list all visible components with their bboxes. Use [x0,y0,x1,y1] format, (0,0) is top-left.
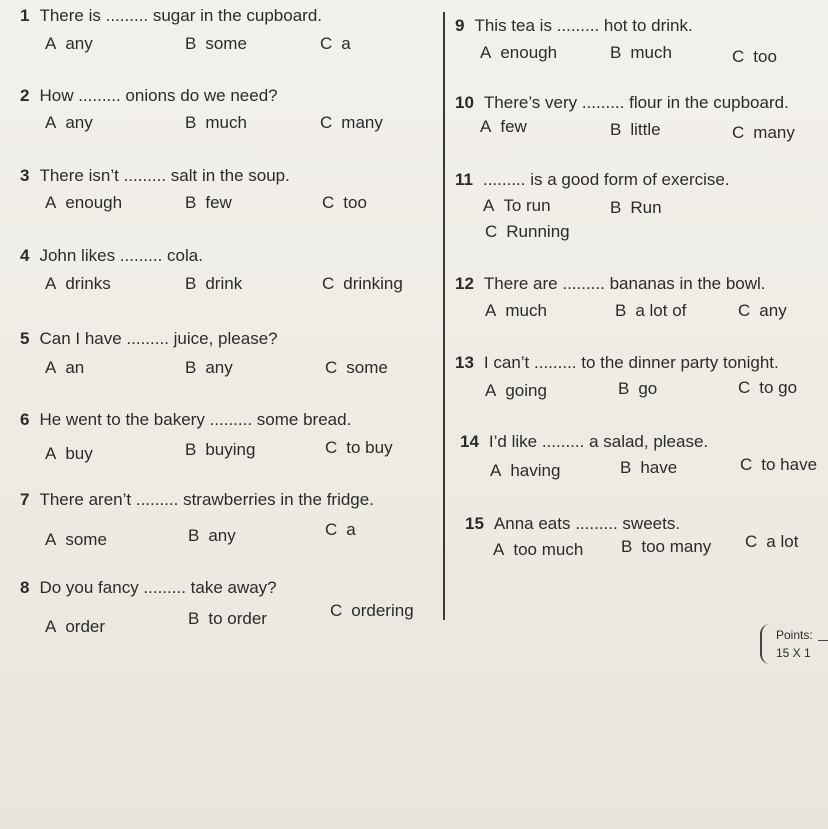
question-text: There’s very ......... flour in the cupboard. [483,93,789,112]
option-text: many [341,113,383,132]
option-text: drink [205,274,243,293]
option-text: a lot of [635,301,687,320]
option-letter: C [325,520,338,539]
question-text: This tea is ......... hot to drink. [474,16,693,35]
option-letter: C [325,358,338,377]
option-letter: B [185,34,197,53]
question-2-option-c[interactable] [320,113,383,133]
option-letter: C [325,438,338,457]
option-letter: A [490,461,502,480]
option-letter: C [740,455,753,474]
question-10-option-a[interactable] [480,117,527,137]
option-text: any [208,526,236,545]
option-text: to buy [346,438,393,457]
option-letter: B [610,120,622,139]
question-9-option-a[interactable] [480,43,557,63]
option-text: too [753,47,777,66]
option-text: little [630,120,661,139]
question-10-stem [455,93,789,113]
option-letter: C [330,601,343,620]
option-letter: C [320,34,333,53]
option-letter: A [485,381,497,400]
option-letter: B [185,193,197,212]
question-text: There is ......... sugar in the cupboard. [39,6,323,25]
option-text: buying [205,440,256,459]
question-7-option-c[interactable] [325,520,356,540]
question-9-stem [455,16,693,36]
option-letter: B [185,358,197,377]
option-letter: A [480,43,492,62]
option-text: drinking [343,274,403,293]
column-divider [443,12,445,620]
option-text: too many [641,537,712,556]
option-letter: A [45,113,57,132]
option-letter: A [45,530,57,549]
question-10-option-b[interactable] [610,120,661,140]
question-text: Do you fancy ......... take away? [39,578,277,597]
option-text: drinks [65,274,111,293]
option-letter: A [480,117,492,136]
option-letter: B [621,537,633,556]
question-7-option-a[interactable] [45,530,107,550]
question-5-option-b[interactable] [185,358,233,378]
option-letter: A [45,617,57,636]
question-15-option-c[interactable] [745,532,798,552]
question-10-option-c[interactable] [732,123,795,143]
question-15-stem [465,514,680,534]
option-text: have [640,458,678,477]
option-text: some [65,530,107,549]
option-letter: C [322,274,335,293]
option-text: any [65,34,93,53]
question-number: 14 [460,432,479,451]
question-text: ......... is a good form of exercise. [482,170,730,189]
option-letter: A [493,540,505,559]
question-4-option-b[interactable] [185,274,242,294]
question-1-stem [20,6,322,26]
option-text: few [500,117,527,136]
question-5-option-a[interactable] [45,358,84,378]
option-text: too [343,193,367,212]
question-6-option-b[interactable] [185,440,255,460]
option-text: much [630,43,672,62]
option-text: order [65,617,106,636]
question-13-option-b[interactable] [618,379,657,399]
option-text: some [346,358,388,377]
option-text: enough [500,43,558,62]
option-letter: A [45,274,57,293]
option-text: having [510,461,561,480]
question-12-option-a[interactable] [485,301,547,321]
question-13-option-c[interactable] [738,378,797,398]
option-letter: C [320,113,333,132]
option-letter: B [185,113,197,132]
question-7-stem [20,490,374,510]
option-text: an [65,358,85,377]
option-text: enough [65,193,123,212]
question-text: There isn’t ......... salt in the soup. [39,166,290,185]
question-number: 6 [20,410,30,429]
option-letter: A [483,196,495,215]
question-5-stem [20,329,278,349]
option-text: too much [513,540,584,559]
question-number: 15 [465,514,484,533]
question-text: Can I have ......... juice, please? [39,329,278,348]
question-9-option-c[interactable] [732,47,777,67]
question-number: 11 [455,170,473,189]
question-8-stem [20,578,277,598]
question-8-option-a[interactable] [45,617,105,637]
option-letter: A [45,34,57,53]
option-letter: C [485,222,498,241]
question-4-option-a[interactable] [45,274,111,294]
question-text: John likes ......... cola. [39,246,203,265]
question-1-option-a[interactable] [45,34,93,54]
question-13-stem [455,353,779,373]
option-text: much [505,301,547,320]
option-letter: C [732,47,745,66]
option-letter: C [322,193,335,212]
option-text: to go [759,378,798,397]
option-letter: C [745,532,758,551]
question-14-option-b[interactable] [620,458,677,478]
question-6-option-c[interactable] [325,438,393,458]
question-6-stem [20,410,351,430]
question-11-option-b[interactable] [610,198,662,218]
question-4-stem [20,246,203,266]
question-15-option-a[interactable] [493,540,583,560]
option-letter: A [45,444,57,463]
option-text: to order [208,609,267,628]
option-text: Run [630,198,662,217]
question-3-stem [20,166,290,186]
question-14-option-a[interactable] [490,461,560,481]
option-text: a lot [766,532,799,551]
option-letter: C [732,123,745,142]
points-value: 15 X 1 [776,646,811,660]
question-number: 12 [455,274,474,293]
question-number: 2 [20,86,30,105]
question-text: How ......... onions do we need? [39,86,278,105]
question-text: There aren’t ......... strawberries in the fridge. [39,490,374,509]
option-text: going [505,381,547,400]
question-13-option-a[interactable] [485,381,547,401]
option-letter: B [185,440,197,459]
question-1-option-c[interactable] [320,34,351,54]
question-text: There are ......... bananas in the bowl. [483,274,766,293]
question-number: 10 [455,93,474,112]
question-number: 3 [20,166,30,185]
question-12-stem [455,274,766,294]
question-7-option-b[interactable] [188,526,236,546]
question-number: 5 [20,329,30,348]
option-letter: C [738,301,751,320]
question-2-stem [20,86,278,106]
option-letter: B [610,198,622,217]
question-1-option-b[interactable] [185,34,247,54]
option-text: a [346,520,356,539]
option-letter: B [188,609,200,628]
question-14-stem [460,432,708,452]
question-text: I can’t ......... to the dinner party tonight. [483,353,779,372]
question-2-option-b[interactable] [185,113,247,133]
option-text: much [205,113,247,132]
question-15-option-b[interactable] [621,537,711,557]
option-letter: B [185,274,197,293]
option-text: any [205,358,233,377]
question-8-option-c[interactable] [330,601,414,621]
question-number: 9 [455,16,465,35]
option-letter: B [188,526,200,545]
question-8-option-b[interactable] [188,609,267,629]
option-letter: C [738,378,751,397]
question-5-option-c[interactable] [325,358,388,378]
question-11-option-a[interactable] [483,196,551,216]
option-text: few [205,193,232,212]
points-blank-line [818,640,828,641]
option-letter: B [620,458,632,477]
question-2-option-a[interactable] [45,113,93,133]
option-letter: A [45,358,57,377]
question-3-option-b[interactable] [185,193,232,213]
option-text: Running [506,222,570,241]
option-letter: B [618,379,630,398]
option-text: To run [503,196,551,215]
option-text: some [205,34,247,53]
option-text: go [638,379,658,398]
option-text: ordering [351,601,414,620]
question-number: 13 [455,353,474,372]
points-label: Points: [776,628,813,642]
option-text: buy [65,444,93,463]
question-4-option-c[interactable] [322,274,403,294]
question-text: I’d like ......... a salad, please. [488,432,709,451]
question-11-option-c[interactable] [485,222,570,242]
question-number: 4 [20,246,30,265]
option-text: any [65,113,93,132]
question-number: 8 [20,578,30,597]
question-12-option-c[interactable] [738,301,787,321]
option-letter: B [610,43,622,62]
question-number: 1 [20,6,30,25]
question-14-option-c[interactable] [740,455,817,475]
option-text: a [341,34,351,53]
question-text: Anna eats ......... sweets. [493,514,681,533]
question-text: He went to the bakery ......... some bread. [39,410,352,429]
question-number: 7 [20,490,30,509]
question-3-option-a[interactable] [45,193,122,213]
question-6-option-a[interactable] [45,444,93,464]
option-letter: B [615,301,627,320]
option-text: to have [761,455,818,474]
option-text: any [759,301,787,320]
option-letter: A [485,301,497,320]
question-9-option-b[interactable] [610,43,672,63]
option-text: many [753,123,795,142]
question-11-stem [455,170,730,190]
points-brace [760,624,772,664]
option-letter: A [45,193,57,212]
question-12-option-b[interactable] [615,301,686,321]
question-3-option-c[interactable] [322,193,367,213]
